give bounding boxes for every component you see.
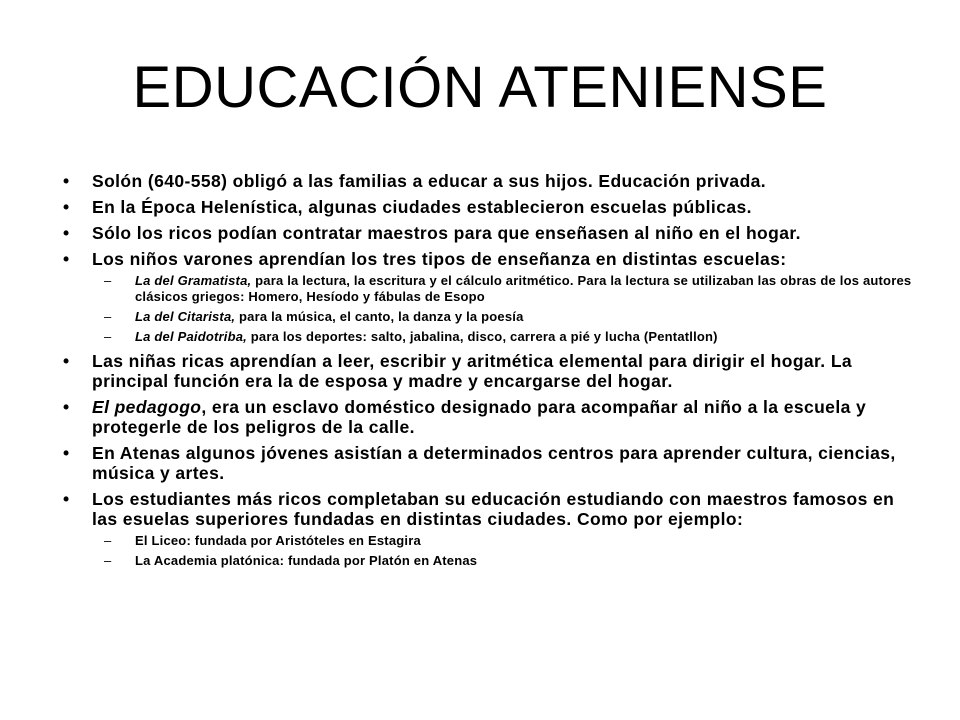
sub-item-emphasis: La del Paidotriba, (135, 329, 247, 344)
bullet-estudiantes-ricos (60, 489, 920, 569)
bullet-text: Los niños varones aprendían los tres tipos de enseñanza en distintas escuelas: (92, 249, 787, 269)
sub-list (92, 533, 920, 569)
sub-item-text: para los deportes: salto, jabalina, disco, carrera a pié y lucha (Pentatllon) (246, 329, 718, 344)
sub-item-gramatista (92, 273, 920, 305)
sub-item-text: para la música, el canto, la danza y la poesía (235, 309, 524, 324)
sub-item-text: El Liceo: fundada por Aristóteles en Estagira (135, 533, 421, 548)
slide-title: EDUCACIÓN ATENIENSE (132, 55, 828, 120)
sub-item-liceo (92, 533, 920, 549)
sub-item-academia (92, 553, 920, 569)
bullet-text: Sólo los ricos podían contratar maestros para que enseñasen al niño en el hogar. (92, 223, 801, 243)
sub-item-emphasis: La del Gramatista, (135, 273, 252, 288)
sub-item-text: La Academia platónica: fundada por Platón en Atenas (135, 553, 478, 568)
bullet-ninas-ricas (60, 351, 920, 391)
bullet-list (60, 171, 920, 575)
sub-item-text: para la lectura, la escritura y el cálculo aritmético. Para la lectura se utilizaban las obras de los autores clásicos griegos: Homero, Hesíodo y fábulas de Esopo (135, 273, 912, 304)
bullet-emphasis: El pedagogo (92, 397, 202, 417)
bullet-ninos-varones (60, 249, 920, 345)
bullet-solon (60, 171, 920, 191)
bullet-text: Los estudiantes más ricos completaban su educación estudiando con maestros famosos en las esuelas superiores fundadas en distintas ciudades. Como por ejemplo: (92, 489, 895, 529)
sub-item-paidotriba (92, 329, 920, 345)
sub-item-citarista (92, 309, 920, 325)
bullet-text: Solón (640-558) obligó a las familias a educar a sus hijos. Educación privada. (92, 171, 767, 191)
bullet-text: En la Época Helenística, algunas ciudades establecieron escuelas públicas. (92, 197, 752, 217)
sub-item-emphasis: La del Citarista, (135, 309, 236, 324)
sub-list (92, 273, 920, 345)
bullet-text: Las niñas ricas aprendían a leer, escribir y aritmética elemental para dirigir el hogar. La principal función era la de esposa y madre y encargarse del hogar. (92, 351, 853, 391)
bullet-pedagogo (60, 397, 920, 437)
bullet-jovenes-centros (60, 443, 920, 483)
bullet-text: En Atenas algunos jóvenes asistían a determinados centros para aprender cultura, ciencias, música y artes. (92, 443, 896, 483)
bullet-helenistica (60, 197, 920, 217)
bullet-ricos-maestros (60, 223, 920, 243)
bullet-text: , era un esclavo doméstico designado para acompañar al niño a la escuela y protegerle de los peligros de la calle. (92, 397, 867, 437)
